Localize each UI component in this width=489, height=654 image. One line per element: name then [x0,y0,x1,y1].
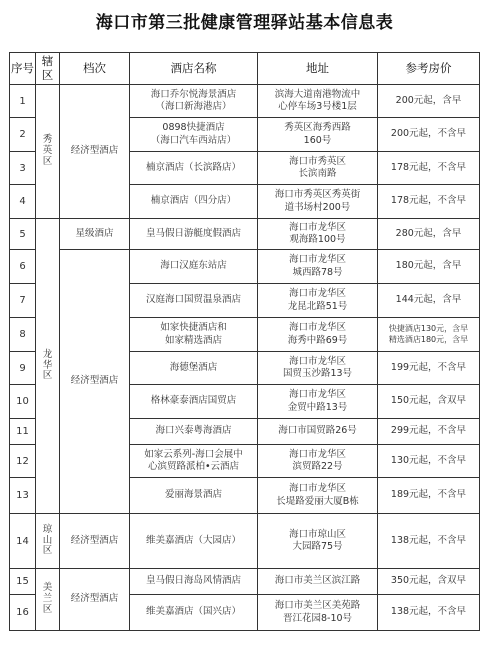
row-number: 4 [10,185,36,219]
row-number: 15 [10,569,36,595]
hotel-name: 海口兴泰粤海酒店 [130,419,258,445]
row-number: 5 [10,219,36,250]
price: 178元起，不含早 [378,185,480,219]
price: 138元起，不含早 [378,514,480,569]
price: 快捷酒店130元，含早 精选酒店180元，含早 [378,318,480,352]
price: 180元起，含早 [378,250,480,284]
table-row [10,219,480,250]
price: 178元起，不含早 [378,152,480,185]
address: 海口市秀英区 长滨南路 [258,152,378,185]
price: 350元起，含双早 [378,569,480,595]
hotel-name: 0898快捷酒店 （海口汽车西站店） [130,118,258,152]
hotel-name: 维美嘉酒店（国兴店） [130,595,258,631]
price: 150元起，含双早 [378,385,480,419]
table-row [10,250,480,284]
grade-cell: 经济型酒店 [60,514,130,569]
grade-cell: 经济型酒店 [60,85,130,219]
address: 海口市龙华区 长堤路爱丽大厦B栋 [258,478,378,514]
row-number: 2 [10,118,36,152]
address: 海口市龙华区 滨贸路22号 [258,445,378,478]
row-number: 16 [10,595,36,631]
price: 189元起，不含早 [378,478,480,514]
row-number: 14 [10,514,36,569]
district-cell: 琼山区 [36,514,60,569]
row-number: 13 [10,478,36,514]
address: 海口市龙华区 龙昆北路51号 [258,284,378,318]
hotel-name: 楠京酒店（四分店） [130,185,258,219]
district-cell: 龙华区 [36,219,60,514]
grade-cell: 经济型酒店 [60,250,130,514]
address: 海口市龙华区 城西路78号 [258,250,378,284]
header-district: 辖区 [36,53,60,85]
price: 144元起，含早 [378,284,480,318]
row-number: 10 [10,385,36,419]
grade-cell: 经济型酒店 [60,569,130,631]
address: 海口市琼山区 大园路75号 [258,514,378,569]
price: 299元起，不含早 [378,419,480,445]
hotel-name: 皇马假日游艇度假酒店 [130,219,258,250]
address: 海口市龙华区 观海路100号 [258,219,378,250]
price: 199元起，不含早 [378,352,480,385]
hotel-name: 如家云系列-海口会展中 心滨贸路派柏•云酒店 [130,445,258,478]
page-title: 海口市第三批健康管理驿站基本信息表 [95,13,394,33]
row-number: 12 [10,445,36,478]
table-row [10,569,480,595]
address: 海口市龙华区 海秀中路69号 [258,318,378,352]
hotel-name: 格林豪泰酒店国贸店 [130,385,258,419]
hotel-name: 皇马假日海岛风情酒店 [130,569,258,595]
hotel-name: 爱丽海景酒店 [130,478,258,514]
row-number: 8 [10,318,36,352]
price: 130元起，不含早 [378,445,480,478]
address: 海口市国贸路26号 [258,419,378,445]
district-cell: 美兰区 [36,569,60,631]
row-number: 1 [10,85,36,118]
header-grade: 档次 [60,53,130,85]
row-number: 3 [10,152,36,185]
hotel-name: 汉庭海口国贸温泉酒店 [130,284,258,318]
header-address: 地址 [258,53,378,85]
price: 200元起，不含早 [378,118,480,152]
row-number: 9 [10,352,36,385]
table-row [10,514,480,569]
hotel-name: 海口汉庭东站店 [130,250,258,284]
header-number: 序号 [10,53,36,85]
table-row [10,85,480,118]
hotel-name: 如家快捷酒店和 如家精选酒店 [130,318,258,352]
header-price: 参考房价 [378,53,480,85]
row-number: 11 [10,419,36,445]
hotel-name: 海口乔尔悦海景酒店 （海口新海港店） [130,85,258,118]
address: 海口市龙华区 国贸玉沙路13号 [258,352,378,385]
address: 秀英区海秀西路 160号 [258,118,378,152]
row-number: 7 [10,284,36,318]
price: 138元起，不含早 [378,595,480,631]
price: 200元起，含早 [378,85,480,118]
address: 海口市龙华区 金贸中路13号 [258,385,378,419]
address: 海口市美兰区滨江路 [258,569,378,595]
hotel-name: 维美嘉酒店（大园店） [130,514,258,569]
grade-cell: 星级酒店 [60,219,130,250]
info-table [9,52,480,631]
header-hotel-name: 酒店名称 [130,53,258,85]
row-number: 6 [10,250,36,284]
address: 海口市美兰区美苑路 晋江花园8-10号 [258,595,378,631]
address: 滨海大道南港物流中 心停车场3号楼1层 [258,85,378,118]
hotel-name: 海德堡酒店 [130,352,258,385]
header-row [10,53,480,85]
address: 海口市秀英区秀英街 道书场村200号 [258,185,378,219]
district-cell: 秀英区 [36,85,60,219]
price: 280元起，含早 [378,219,480,250]
hotel-name: 楠京酒店（长滨路店） [130,152,258,185]
